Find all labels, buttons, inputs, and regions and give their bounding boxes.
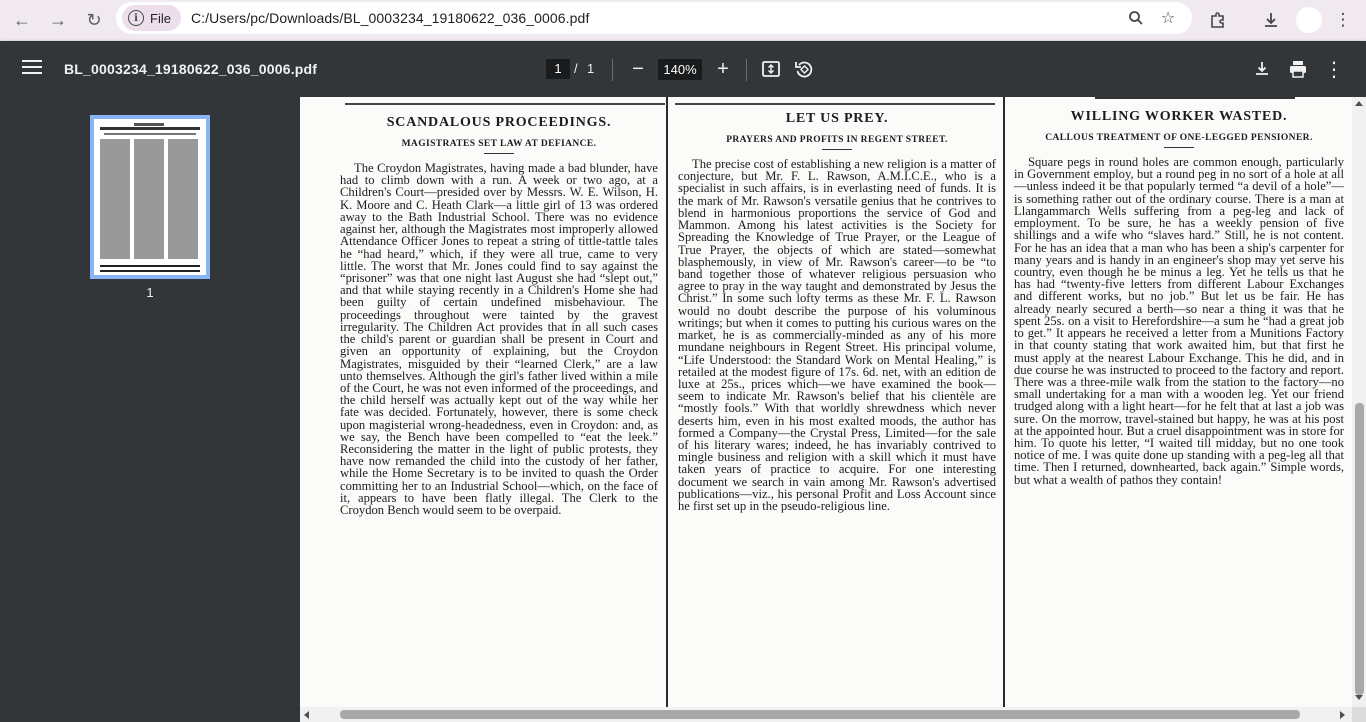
page-thumbnail[interactable] <box>90 115 210 279</box>
fit-to-page-icon[interactable] <box>759 57 783 81</box>
column-rule <box>666 97 668 707</box>
address-bar[interactable] <box>116 2 1192 34</box>
document-title: BL_0003234_19180622_036_0006.pdf <box>64 61 318 77</box>
article-willing-worker-wasted <box>1014 109 1344 486</box>
horizontal-scroll-thumb[interactable] <box>340 710 1300 719</box>
zoom-magnifier-icon[interactable] <box>1126 8 1146 28</box>
vertical-scrollbar[interactable] <box>1352 97 1366 707</box>
article-body: Square pegs in round holes are common enough, particularly in Government employ, but a round peg in no sort of a hole at all—unless indeed it be that popularly termed “a devil of a hole”—is something rather out of the ordinary course. There is a man at Llangammarch Wells suffering from a peg-leg and lack of employment. To be sure, he has a weekly pension of five shillings and a wife who “slaves hard.” Still, he is not content. For he has an idea that a man who has been a ship's carpenter for many years and is handy in an engineer's shop may yet serve his country, even though he be minus a leg. Yet he tells us that he has had “twenty-five letters from different Labour Exchanges and different works, but no job.” But let us be fair. He has already nearly secured a berth—so near a thing it was that he spent 25s. on a visit to Herefordshire—a sum he “had a great job to get.” It appears he received a letter from a Munitions Factory in that county stating that work awaited him, but that first he must apply at the nearest Labour Exchange. This he did, and in due course he was instructed to proceed to the factory and report. There was a three-mile walk from the station to the factory—no small undertaking for a man with a wooden leg. Yet our friend trudged along with a light heart—for he felt that at last a job was sure. On the morrow, travel-stained but happy, he was at his post at the appointed hour. But a cruel disappointment was in store for him. To quote his letter, “I waited till midday, but no one took notice of me. I was quite done up standing with a peg-leg all that time. Then I returned, downhearted, back again.” Simple words, but what a wealth of pathos they contain! <box>1014 155 1344 487</box>
scrollbar-corner <box>1352 707 1366 722</box>
article-heading: SCANDALOUS PROCEEDINGS. <box>386 115 612 130</box>
site-chip-label: File <box>150 10 171 26</box>
page-total: 1 <box>587 61 595 76</box>
browser-menu-icon[interactable]: ⋮ <box>1334 10 1352 29</box>
zoom-level-input[interactable]: 140% <box>658 59 702 80</box>
scroll-up-arrow-icon[interactable] <box>1355 101 1363 106</box>
site-info-chip[interactable] <box>122 5 181 31</box>
article-heading: WILLING WORKER WASTED. <box>1070 109 1288 124</box>
article-body: The precise cost of establishing a new religion is a matter of conjecture, but Mr. F. L. Rawson, A.M.I.C.E., who is a specialist in such affairs, is in everlasting need of funds. It is the mark of Mr. Rawson's versatile genius that he contrives to blend in harmonious proportions the service of God and Mammon. Among his latest activities is the Society for Spreading the Knowledge of True Prayer, or the League of True Prayer, the objects of which are stated—somewhat blasphemously, in view of Mr. Rawson's career—to be “to band together those of whatever religious persuasion who agree to pray in the way taught and demonstrated by Jesus the Christ.” In some such lofty terms as these Mr. F. L. Rawson would no doubt describe the purpose of his voluminous writings; but when it comes to putting his curious wares on the market, he is as commercially-minded as any of his more mundane neighbours in Regent Street. His principal volume, “Life Understood: the Standard Work on Mental Healing,” is retailed at the modest figure of 17s. 6d. net, with an edition de luxe at 25s., prices which—we have examined the book—seem to indicate Mr. Rawson's belief that his clientèle are “mostly fools.” With that worldly shrewdness which never deserts him, even in his most exalted moods, the author has formed a Company—the Crystal Press, Limited—for the sale of his literary wares; indeed, he has invariably contrived to mingle business and religion with a skill which it must have taken years of practice to acquire. For one interesting document we search in vain among Mr. Rawson's advertised publications—viz., his personal Profit and Loss Account since he first set up in the pseudo-religious line. <box>678 157 996 514</box>
divider-rule <box>822 149 852 150</box>
article-scandalous-proceedings <box>340 115 658 516</box>
article-subheading: MAGISTRATES SET LAW AT DEFIANCE. <box>401 139 597 149</box>
masthead-fragment <box>1095 97 1295 99</box>
top-rule <box>345 103 665 105</box>
thumbnail-sidebar <box>0 97 300 722</box>
article-let-us-prey <box>678 111 996 512</box>
article-heading: LET US PREY. <box>785 111 889 126</box>
vertical-scroll-thumb[interactable] <box>1355 403 1364 695</box>
column-rule <box>1003 97 1005 707</box>
toolbar-divider <box>612 59 613 81</box>
forward-arrow-icon[interactable]: → <box>49 9 67 30</box>
rotate-icon[interactable] <box>792 57 816 81</box>
article-body: The Croydon Magistrates, having made a bad blunder, have had to climb down with a run. A week or two ago, at a Children's Court—presided over by Messrs. W. E. Wilson, H. K. Moore and C. Heath Clark—a little girl of 13 was ordered away to the Bath Industrial School. There was no evidence against her, although the Magistrates most improperly allowed Attendance Officer Jones to repeat a string of tittle-tattle tales he “had heard,” which, if they were all true, came to very little. The worst that Mr. Jones could find to say against the “prisoner” was that one night last August she had “slept out,” and that while staying recently in a Children's Home she had been guilty of certain undefined misbehaviour. The proceedings throughout were tainted by the gravest irregularity. The Children Act provides that in all such cases the child's parent or guardian shall be present in Court and given an opportunity of explaining, but the Croydon Magistrates, misguided by their “learned Clerk,” are a law unto themselves. Although the girl's father lived within a mile of the Court, he was not even informed of the proceedings, and the child herself was actually kept out of the way while her fate was decided. Fortunately, however, there is some check upon magisterial wrong-headedness, even in Croydon: and, as we say, the Bench have been compelled to “eat the leek.” Reconsidering the matter in the light of public protests, they have now remanded the child into the custody of her father, while the Home Secretary is to be invited to quash the Order committing her to an Industrial School—which, on the face of it, appears to have been flatly illegal. The Clerk to the Croydon Bench would seem to be overpaid. <box>340 161 658 518</box>
divider-rule <box>484 153 514 154</box>
more-options-icon[interactable]: ⋮ <box>1324 58 1344 81</box>
page-number-input[interactable]: 1 <box>546 59 570 79</box>
pdf-page <box>300 97 1352 707</box>
print-icon[interactable] <box>1286 57 1310 81</box>
top-rule <box>675 103 995 105</box>
page-separator: / <box>574 61 578 76</box>
extensions-icon[interactable] <box>1205 7 1231 33</box>
scroll-down-arrow-icon[interactable] <box>1355 695 1363 700</box>
reload-icon[interactable]: ↻ <box>86 9 102 30</box>
horizontal-scrollbar[interactable] <box>300 707 1352 722</box>
profile-avatar[interactable] <box>1296 7 1322 33</box>
bookmark-star-icon[interactable]: ☆ <box>1160 10 1176 27</box>
back-arrow-icon[interactable]: ← <box>13 9 31 30</box>
browser-toolbar <box>0 0 1366 41</box>
article-subheading: PRAYERS AND PROFITS IN REGENT STREET. <box>726 135 948 145</box>
divider-rule <box>1164 147 1194 148</box>
zoom-in-icon[interactable]: + <box>717 57 729 80</box>
pdf-toolbar <box>0 41 1366 97</box>
sidebar-menu-icon[interactable] <box>22 60 42 78</box>
url-text[interactable]: C:/Users/pc/Downloads/BL_0003234_19180622_036_0006.pdf <box>190 10 590 26</box>
scroll-right-arrow-icon[interactable] <box>1340 711 1345 719</box>
scroll-left-arrow-icon[interactable] <box>304 711 309 719</box>
download-icon[interactable] <box>1258 7 1284 33</box>
info-icon: i <box>128 10 144 26</box>
pdf-viewer[interactable] <box>300 97 1366 722</box>
article-subheading: CALLOUS TREATMENT OF ONE-LEGGED PENSIONER. <box>1045 133 1313 143</box>
thumbnail-page-number: 1 <box>146 285 154 300</box>
pdf-download-icon[interactable] <box>1250 57 1274 81</box>
toolbar-divider <box>746 59 747 81</box>
zoom-out-icon[interactable]: − <box>632 57 644 80</box>
